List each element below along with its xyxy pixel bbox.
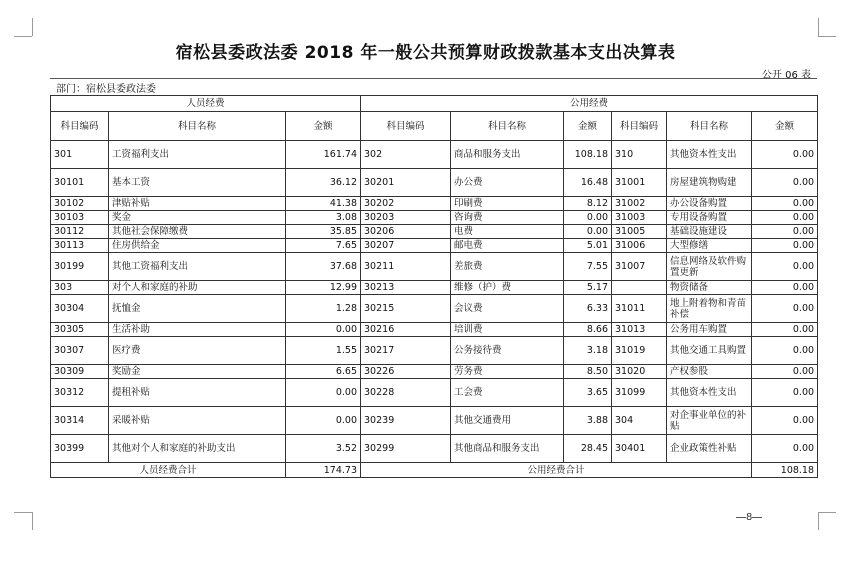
amount-cell: 37.68 <box>286 253 361 281</box>
page-number <box>736 512 762 523</box>
code-cell: 30103 <box>51 211 109 225</box>
code-cell: 31020 <box>612 365 667 379</box>
amount-cell: 3.52 <box>286 435 361 463</box>
amount-cell: 0.00 <box>752 295 818 323</box>
amount-cell: 5.01 <box>564 239 612 253</box>
amount-cell: 108.18 <box>564 141 612 169</box>
col-header-code: 科目编码 <box>612 112 667 141</box>
amount-cell: 0.00 <box>564 211 612 225</box>
code-cell: 301 <box>51 141 109 169</box>
amount-cell: 0.00 <box>752 141 818 169</box>
name-cell: 工会费 <box>451 379 564 407</box>
code-cell: 30113 <box>51 239 109 253</box>
name-cell: 津贴补贴 <box>109 197 286 211</box>
code-cell: 310 <box>612 141 667 169</box>
code-cell: 31011 <box>612 295 667 323</box>
crop-mark-bottom-right <box>818 512 819 530</box>
table-row <box>51 407 818 435</box>
name-cell: 采暖补贴 <box>109 407 286 435</box>
table-row <box>51 239 818 253</box>
code-cell: 30101 <box>51 169 109 197</box>
amount-cell: 12.99 <box>286 281 361 295</box>
crop-mark-bottom-left <box>32 512 33 530</box>
table-row <box>51 281 818 295</box>
name-cell: 其他商品和服务支出 <box>451 435 564 463</box>
name-cell: 抚恤金 <box>109 295 286 323</box>
amount-cell: 1.28 <box>286 295 361 323</box>
table-body <box>51 141 818 463</box>
name-cell: 办公设备购置 <box>667 197 752 211</box>
table-row <box>51 323 818 337</box>
col-header-code: 科目编码 <box>361 112 451 141</box>
code-cell: 30213 <box>361 281 451 295</box>
amount-cell: 5.17 <box>564 281 612 295</box>
table-row <box>51 379 818 407</box>
code-cell: 31005 <box>612 225 667 239</box>
amount-cell: 8.50 <box>564 365 612 379</box>
code-cell: 30401 <box>612 435 667 463</box>
col-header-name: 科目名称 <box>451 112 564 141</box>
name-cell: 其他交通费用 <box>451 407 564 435</box>
code-cell: 30226 <box>361 365 451 379</box>
amount-cell: 0.00 <box>752 211 818 225</box>
amount-cell: 0.00 <box>752 281 818 295</box>
code-cell: 31003 <box>612 211 667 225</box>
amount-cell: 1.55 <box>286 337 361 365</box>
table-row <box>51 211 818 225</box>
personnel-group-header: 人员经费 <box>51 96 361 112</box>
name-cell: 公务接待费 <box>451 337 564 365</box>
code-cell: 302 <box>361 141 451 169</box>
header-rule <box>50 78 817 79</box>
table-row <box>51 169 818 197</box>
name-cell: 电费 <box>451 225 564 239</box>
amount-cell: 35.85 <box>286 225 361 239</box>
name-cell: 其他社会保障缴费 <box>109 225 286 239</box>
name-cell: 奖励金 <box>109 365 286 379</box>
name-cell: 差旅费 <box>451 253 564 281</box>
name-cell: 公务用车购置 <box>667 323 752 337</box>
amount-cell: 8.66 <box>564 323 612 337</box>
public-total-amount: 108.18 <box>752 463 818 478</box>
personnel-total-amount: 174.73 <box>286 463 361 478</box>
code-cell: 304 <box>612 407 667 435</box>
name-cell: 咨询费 <box>451 211 564 225</box>
code-cell: 303 <box>51 281 109 295</box>
code-cell <box>612 281 667 295</box>
page-number-value: 8 <box>746 512 753 523</box>
name-cell: 生活补助 <box>109 323 286 337</box>
code-cell: 30215 <box>361 295 451 323</box>
code-cell: 30211 <box>361 253 451 281</box>
amount-cell: 3.88 <box>564 407 612 435</box>
code-cell: 30312 <box>51 379 109 407</box>
code-cell: 31013 <box>612 323 667 337</box>
amount-cell: 8.12 <box>564 197 612 211</box>
code-cell: 30228 <box>361 379 451 407</box>
code-cell: 30309 <box>51 365 109 379</box>
name-cell: 其他对个人和家庭的补助支出 <box>109 435 286 463</box>
name-cell: 印刷费 <box>451 197 564 211</box>
col-header-name: 科目名称 <box>109 112 286 141</box>
table-row <box>51 141 818 169</box>
table-row <box>51 225 818 239</box>
code-cell: 30102 <box>51 197 109 211</box>
col-header-code: 科目编码 <box>51 112 109 141</box>
amount-cell: 0.00 <box>286 379 361 407</box>
amount-cell: 0.00 <box>752 365 818 379</box>
code-cell: 30304 <box>51 295 109 323</box>
code-cell: 30217 <box>361 337 451 365</box>
name-cell: 提租补贴 <box>109 379 286 407</box>
code-cell: 31001 <box>612 169 667 197</box>
amount-cell: 0.00 <box>752 239 818 253</box>
amount-cell: 3.08 <box>286 211 361 225</box>
code-cell: 30202 <box>361 197 451 211</box>
code-cell: 30207 <box>361 239 451 253</box>
name-cell: 邮电费 <box>451 239 564 253</box>
amount-cell: 0.00 <box>752 337 818 365</box>
group-header-row <box>51 96 818 112</box>
amount-cell: 28.45 <box>564 435 612 463</box>
amount-cell: 0.00 <box>752 379 818 407</box>
col-header-amount: 金额 <box>286 112 361 141</box>
crop-mark-top-left <box>32 18 33 36</box>
code-cell: 30314 <box>51 407 109 435</box>
amount-cell: 3.18 <box>564 337 612 365</box>
name-cell: 工资福利支出 <box>109 141 286 169</box>
name-cell: 产权参股 <box>667 365 752 379</box>
public-group-header: 公用经费 <box>361 96 818 112</box>
amount-cell: 0.00 <box>564 225 612 239</box>
name-cell: 其他资本性支出 <box>667 379 752 407</box>
code-cell: 31002 <box>612 197 667 211</box>
name-cell: 奖金 <box>109 211 286 225</box>
name-cell: 住房供给金 <box>109 239 286 253</box>
code-cell: 30307 <box>51 337 109 365</box>
code-cell: 30199 <box>51 253 109 281</box>
amount-cell: 0.00 <box>286 323 361 337</box>
code-cell: 30203 <box>361 211 451 225</box>
amount-cell: 41.38 <box>286 197 361 211</box>
name-cell: 会议费 <box>451 295 564 323</box>
table-row <box>51 295 818 323</box>
amount-cell: 0.00 <box>752 323 818 337</box>
name-cell: 商品和服务支出 <box>451 141 564 169</box>
department-label: 部门：宿松县委政法委 <box>56 84 156 95</box>
amount-cell: 0.00 <box>752 435 818 463</box>
amount-cell: 161.74 <box>286 141 361 169</box>
code-cell: 30239 <box>361 407 451 435</box>
code-cell: 30112 <box>51 225 109 239</box>
code-cell: 30216 <box>361 323 451 337</box>
name-cell: 基本工资 <box>109 169 286 197</box>
code-cell: 31007 <box>612 253 667 281</box>
code-cell: 30201 <box>361 169 451 197</box>
code-cell: 30299 <box>361 435 451 463</box>
crop-mark-bottom-right-h <box>818 512 836 513</box>
amount-cell: 7.55 <box>564 253 612 281</box>
name-cell: 其他资本性支出 <box>667 141 752 169</box>
code-cell: 30399 <box>51 435 109 463</box>
code-cell: 31099 <box>612 379 667 407</box>
col-header-amount: 金额 <box>564 112 612 141</box>
amount-cell: 3.65 <box>564 379 612 407</box>
name-cell: 信息网络及软件购置更新 <box>667 253 752 281</box>
name-cell: 物资储备 <box>667 281 752 295</box>
name-cell: 维修（护）费 <box>451 281 564 295</box>
table-row <box>51 435 818 463</box>
name-cell: 劳务费 <box>451 365 564 379</box>
amount-cell: 0.00 <box>752 169 818 197</box>
amount-cell: 16.48 <box>564 169 612 197</box>
amount-cell: 0.00 <box>752 225 818 239</box>
column-header-row <box>51 112 818 141</box>
form-number: 公开 06 表 <box>761 70 811 81</box>
name-cell: 大型修缮 <box>667 239 752 253</box>
name-cell: 对个人和家庭的补助 <box>109 281 286 295</box>
name-cell: 企业政策性补贴 <box>667 435 752 463</box>
personnel-total-label: 人员经费合计 <box>51 463 286 478</box>
amount-cell: 0.00 <box>752 407 818 435</box>
amount-cell: 6.65 <box>286 365 361 379</box>
crop-mark-bottom-left-h <box>14 512 32 513</box>
col-header-amount: 金额 <box>752 112 818 141</box>
amount-cell: 7.65 <box>286 239 361 253</box>
name-cell: 培训费 <box>451 323 564 337</box>
crop-mark-top-left-h <box>14 36 32 37</box>
code-cell: 31019 <box>612 337 667 365</box>
name-cell: 专用设备购置 <box>667 211 752 225</box>
public-total-label: 公用经费合计 <box>361 463 752 478</box>
name-cell: 其他交通工具购置 <box>667 337 752 365</box>
col-header-name: 科目名称 <box>667 112 752 141</box>
name-cell: 基础设施建设 <box>667 225 752 239</box>
name-cell: 办公费 <box>451 169 564 197</box>
table-row <box>51 197 818 211</box>
table-row <box>51 253 818 281</box>
name-cell: 房屋建筑物购建 <box>667 169 752 197</box>
page-title: 宿松县委政法委 2018 年一般公共预算财政拨款基本支出决算表 <box>175 43 676 63</box>
amount-cell: 6.33 <box>564 295 612 323</box>
budget-table <box>50 95 818 478</box>
code-cell: 31006 <box>612 239 667 253</box>
amount-cell: 0.00 <box>752 197 818 211</box>
name-cell: 地上附着物和青苗补偿 <box>667 295 752 323</box>
name-cell: 医疗费 <box>109 337 286 365</box>
amount-cell: 36.12 <box>286 169 361 197</box>
code-cell: 30305 <box>51 323 109 337</box>
table-row <box>51 337 818 365</box>
name-cell: 对企事业单位的补贴 <box>667 407 752 435</box>
crop-mark-top-right <box>818 18 819 36</box>
table-row <box>51 365 818 379</box>
code-cell: 30206 <box>361 225 451 239</box>
name-cell: 其他工资福利支出 <box>109 253 286 281</box>
totals-row <box>51 463 818 478</box>
amount-cell: 0.00 <box>752 253 818 281</box>
amount-cell: 0.00 <box>286 407 361 435</box>
crop-mark-top-right-h <box>818 36 836 37</box>
